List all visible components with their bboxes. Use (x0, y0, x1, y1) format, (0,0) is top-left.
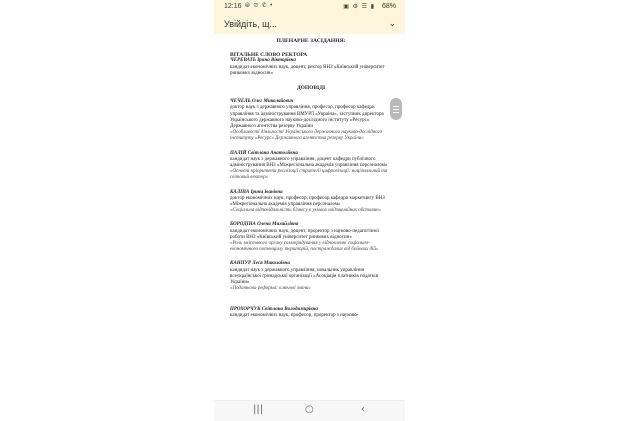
status-bar (214, 0, 405, 14)
grip-line (393, 106, 399, 107)
document-content (230, 36, 392, 319)
speaker-name: ЧЕЧЕЛЬ Олег Миколайович (230, 99, 294, 105)
scroll-handle[interactable] (390, 98, 402, 120)
back-button[interactable]: ‹ (361, 404, 365, 415)
speaker-entry (230, 99, 392, 142)
speaker-desc: доктор наук з державного управління, професор, професор кафедри управління та адміністрування ВМУРЛ «Україна», заступник директора Українського державного науково-дослідного інституту «Ресурс» Державного агентства резерву України (230, 105, 384, 130)
welcome-name: ЧЕРЕВАТЬ Ірина Вікторівна (230, 58, 296, 64)
speaker-topic: «Податкова реформа: ключові зміни» (230, 286, 311, 292)
speaker-entry (230, 307, 392, 319)
speaker-name: КАЛІНА Ірина Іванівна (230, 189, 283, 195)
speaker-desc: доктор економічних наук, професор, професор кафедри маркетингу ВНЗ «Міжрегіональна академія управління персоналом» (230, 195, 385, 208)
speaker-desc: кандидат економічних наук, доцент, проректор з науково-педагогічної роботи ВНЗ «Київський університет ринкових відносин» (230, 228, 379, 240)
speaker-topic: «Роль змістового органу самоврядування у відновленні соціально-економічного потенціалу територій, постраждалих від бойових дій» (230, 241, 379, 253)
sign-in-banner[interactable] (214, 14, 405, 34)
speaker-topic: «Основні пріоритети реалізації стратегії цифровізації: національний та світовий вектор» (230, 169, 388, 181)
speaker-entry (230, 190, 392, 215)
notification-icons: ⦾ ⊘ ✆ • (245, 3, 274, 9)
speaker-topic: «Особливості діяльності Українського державного науково-дослідного інституту «Ресурс» Державного агентства резерву України» (230, 130, 383, 142)
speaker-entry (230, 222, 392, 253)
system-icons: ▣ ⚙ ☰ ▮ (343, 4, 375, 10)
speaker-desc: кандидат наук з державного управління, начальник управління всеукраїнської громадської організації «Асоціація платників податків України» (230, 267, 378, 286)
grip-line (393, 109, 399, 110)
recent-apps-button[interactable]: ||| (253, 404, 264, 415)
grip-line (393, 112, 399, 113)
sign-in-prompt[interactable]: Увійдіть, щ... (224, 19, 277, 29)
plenary-title: ПЛЕНАРНЕ ЗАСІДАННЯ: (276, 38, 346, 44)
status-time: 12:16 (224, 3, 242, 10)
welcome-heading: ВІТАЛЬНЕ СЛОВО РЕКТОРА (230, 52, 308, 59)
navigation-bar (214, 400, 405, 421)
home-button[interactable]: ○ (305, 404, 314, 415)
speaker-name: ПРОХОРЧУК Світлана Володимирівна (230, 306, 318, 312)
chevron-down-icon[interactable]: ⌄ (388, 18, 396, 28)
welcome-desc: кандидат економічних наук, доцент, ректор ВНЗ «Київський університет ринкових відносин» (230, 64, 385, 76)
speaker-desc: кандидат економічних наук, професор, проректор з науково- (230, 312, 359, 318)
reports-heading: ДОПОВІДІ (296, 85, 326, 92)
speaker-desc: кандидат наук з державного управління, доцент кафедри публічного адміністрування ВНЗ «Міжрегіональна академія управління персоналом» (230, 156, 388, 169)
phone-screen (214, 0, 405, 420)
speaker-name: ПАЛІЙ Світлана Анатоліївна (230, 150, 298, 156)
welcome-block (230, 52, 392, 77)
speaker-name: КАНПУР Леся Миколаївна (230, 261, 290, 267)
speaker-topic: «Соціальна відповідальність бізнесу в умовах надзвичайних обставин» (230, 208, 382, 214)
battery-indicator: 68% (381, 3, 396, 10)
speaker-entry (230, 261, 392, 292)
speaker-name: БОРОДІНА Олена Михайлівна (230, 222, 299, 228)
speaker-entry (230, 151, 392, 182)
